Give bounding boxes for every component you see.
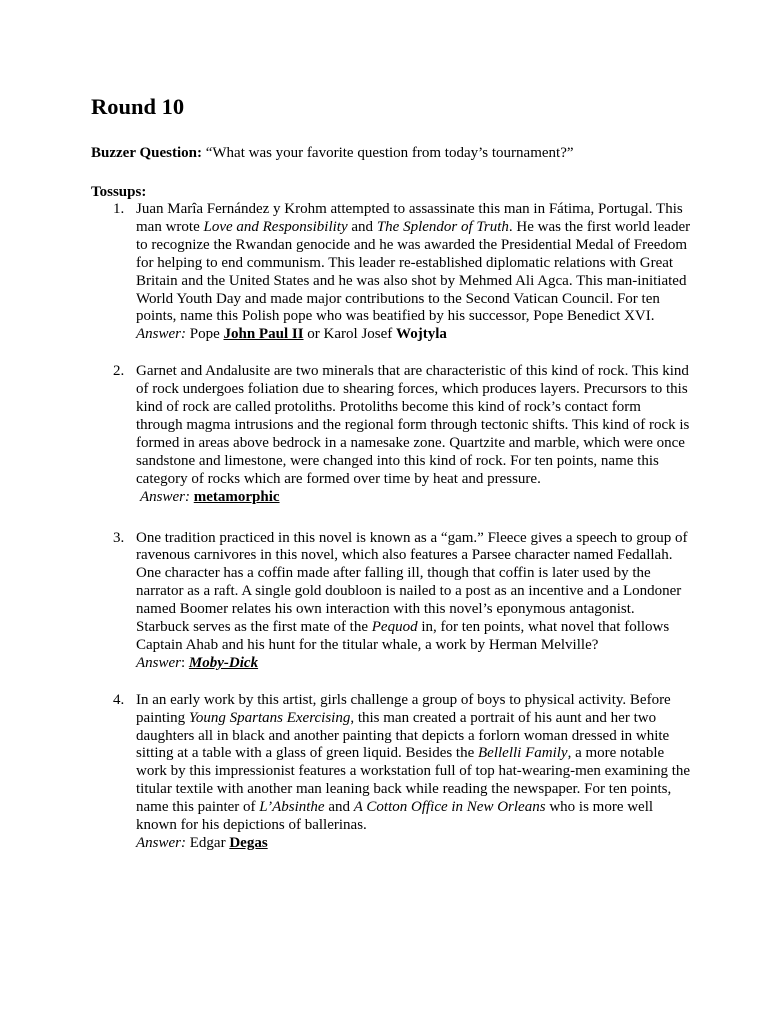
answer-label: Answer: (136, 835, 186, 851)
question-text: who is more well known for his depictions of ballerinas. (136, 799, 654, 834)
tossup-list (91, 201, 691, 853)
question-text: Juan Marîa Fernández y Krohm attempted to assassinate this man in Fátima, Portugal. This man wrote (136, 201, 683, 235)
title-italic: Pequod (371, 619, 418, 636)
question-text: One tradition practiced in this novel is known as a “gam.” Fleece gives a speech to group of ravenous carnivores in this novel, which also features a Parsee character named Fedallah. One character has a coffin made after falling ill, though that coffin is later used by the narrator as a raft. A single gold doubloon is nailed to a post as an incentive and a Londoner named Boomer relates his own interaction with this novel’s eponymous antagonist. Starbuck serves as the first mate of the (136, 529, 688, 636)
question-text: and (347, 218, 377, 235)
tossup-number: 1. (113, 201, 125, 217)
buzzer-text: “What was your favorite question from today’s tournament?” (205, 145, 574, 161)
answer-text: Edgar (186, 835, 230, 851)
title-italic: Young Spartans Exercising (188, 709, 351, 726)
title-italic: Bellelli Family (478, 745, 568, 762)
buzzer-question (91, 144, 691, 162)
answer-line (136, 489, 691, 507)
title-italic: The Splendor of Truth (376, 218, 509, 235)
answer-key: John Paul II (223, 326, 304, 343)
answer-label: Answer: (136, 326, 186, 343)
question-text: In an early work by this artist, girls challenge a group of boys to physical activity. Before painting (136, 691, 671, 726)
tossup-number: 3. (113, 529, 125, 546)
answer-line (136, 835, 691, 853)
tossup-number: 2. (113, 363, 125, 380)
title-italic: L’Absinthe (259, 799, 325, 816)
document-page (91, 93, 691, 853)
title-italic: A Cotton Office in New Orleans (353, 799, 546, 816)
question-text: , a more notable work by this impressionist features a workstation full of top hat-wearing-men examining the titular textile with another man leaning back while reading the newspaper. For ten points, name this painter of (136, 745, 691, 816)
answer-line (136, 326, 691, 344)
question-text: . He was the first world leader to recognize the Rwandan genocide and he was awarded the Presidential Medal of Freedom for helping to end communism. This leader re-established diplomatic relations with Great Britain and the United States and he was also shot by Mehmed Ali Agca. This man-initiated World Youth Day and made major contributions to the Second Vatican Council. For ten points, name this Polish pope who was beatified by his successor, Pope Benedict XVI. (136, 218, 691, 325)
answer-text: or Karol Josef (303, 326, 397, 343)
tossup-item-2 (91, 363, 691, 506)
question-text: , this man created a portrait of his aunt and her two daughters all in black and another painting that depicts a forlorn woman dressed in white sitting at a table with a glass of green liquid. Besides the (136, 709, 670, 762)
question-text: in, for ten points, what novel that follows Captain Ahab and his hunt for the titular whale, a work by Herman Melville? (136, 619, 670, 653)
answer-label: Answer: (140, 488, 190, 505)
question-text: and (324, 799, 354, 816)
answer-text: Pope (186, 326, 224, 343)
title-italic: Love and Responsibility (203, 218, 348, 235)
tossups-heading: Tossups: (91, 184, 147, 200)
answer-key: metamorphic (193, 488, 280, 505)
buzzer-label: Buzzer Question: (91, 145, 202, 161)
answer-key: Degas (229, 835, 268, 851)
answer-label: Answer (136, 654, 181, 671)
answer-alternate: Wojtyla (396, 326, 447, 343)
tossup-item-1 (91, 201, 691, 344)
answer-line (136, 655, 691, 673)
question-text: Garnet and Andalusite are two minerals that are characteristic of this kind of rock. This kind of rock undergoes foliation due to shearing forces, which produces layers. Precursors to this kind of rock are called protoliths. Protoliths become this kind of rock’s contact form through magma intrusions and the regional form through tectonic shifts. This kind of rock is formed in areas above bedrock in a namesake zone. Quartzite and marble, which were once sandstone and limestone, were changed into this kind of rock. For ten points, name this category of rocks which are formed over time by heat and pressure. (136, 363, 690, 487)
tossup-number: 4. (113, 691, 125, 708)
tossup-item-3 (91, 530, 691, 673)
tossup-item-4 (91, 692, 691, 853)
page-title: Round 10 (91, 94, 185, 119)
answer-key: Moby-Dick (188, 654, 259, 671)
answer-colon: : (181, 654, 189, 671)
